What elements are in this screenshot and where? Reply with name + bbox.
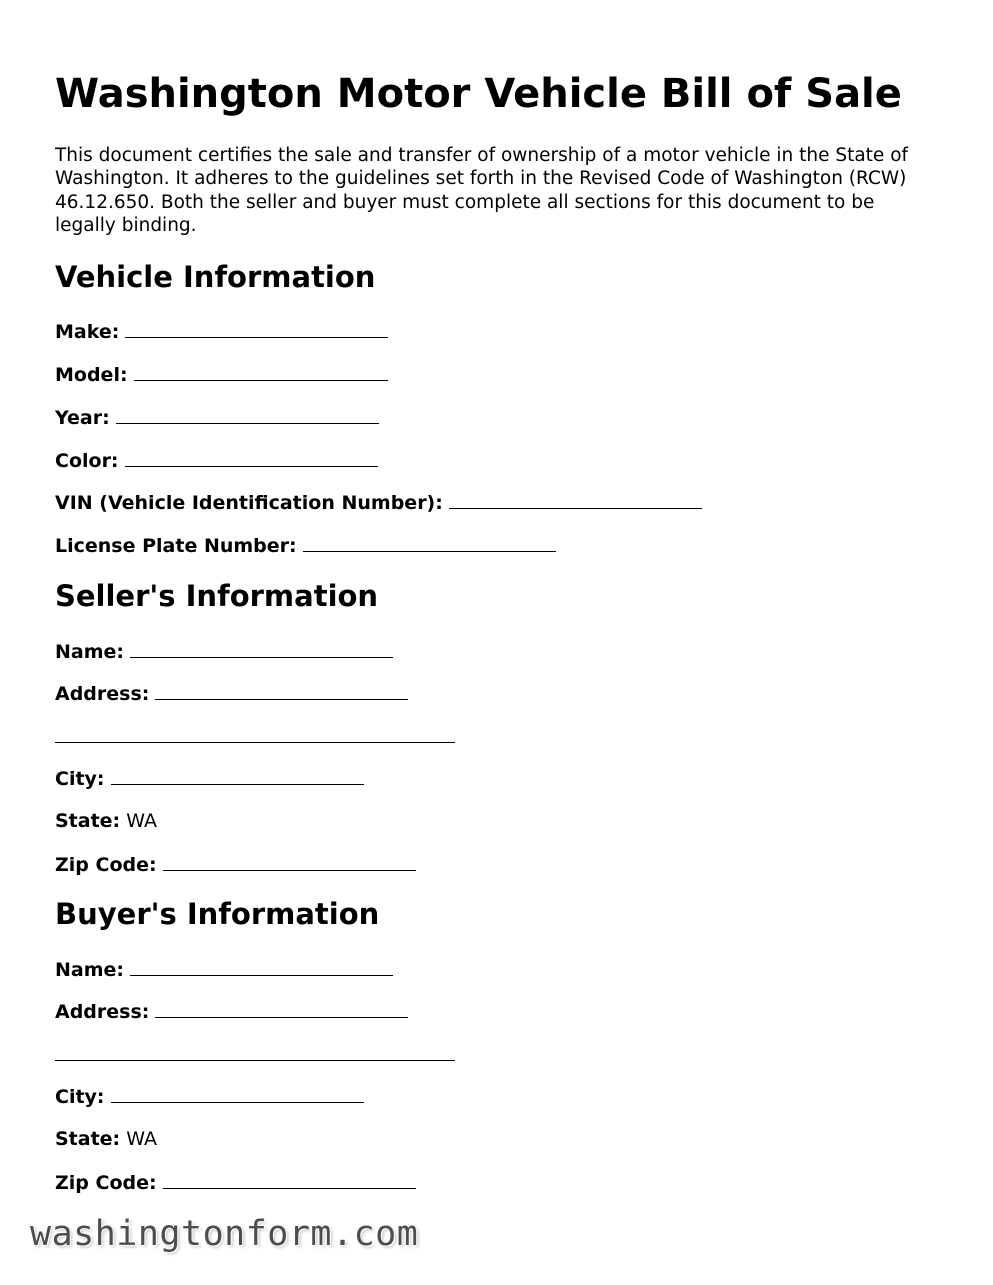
license-plate-label: License Plate Number:: [55, 535, 297, 557]
seller-name-label: Name:: [55, 641, 125, 663]
buyer-city-input-line[interactable]: [111, 1084, 364, 1103]
color-field: [55, 448, 378, 473]
license-plate-field: [55, 533, 556, 558]
buyer-city-label: City:: [55, 1086, 105, 1108]
year-label: Year:: [55, 407, 110, 429]
buyer-address-label: Address:: [55, 1001, 150, 1023]
vin-field: [55, 490, 702, 515]
year-field: [55, 405, 379, 430]
seller-address-field: [55, 681, 408, 706]
page-title: Washington Motor Vehicle Bill of Sale: [55, 71, 902, 117]
color-input-line[interactable]: [125, 448, 378, 467]
seller-city-label: City:: [55, 768, 105, 790]
model-field: [55, 362, 388, 387]
seller-address-line-2: [55, 724, 455, 749]
seller-address-line-2-input[interactable]: [55, 724, 455, 743]
license-plate-input-line[interactable]: [303, 533, 556, 552]
buyer-name-label: Name:: [55, 959, 125, 981]
make-field: [55, 319, 388, 344]
buyer-state-field: [55, 1127, 157, 1151]
seller-city-input-line[interactable]: [111, 766, 364, 785]
buyer-city-field: [55, 1084, 364, 1109]
make-label: Make:: [55, 321, 120, 343]
seller-state-value: WA: [126, 810, 157, 832]
vehicle-section-heading: Vehicle Information: [55, 260, 376, 294]
seller-address-input-line[interactable]: [155, 681, 408, 700]
vin-label: VIN (Vehicle Identification Number):: [55, 492, 443, 514]
year-input-line[interactable]: [116, 405, 379, 424]
buyer-name-field: [55, 957, 393, 982]
watermark: washingtonform.com: [30, 1214, 419, 1254]
seller-zip-label: Zip Code:: [55, 854, 157, 876]
vin-input-line[interactable]: [449, 490, 702, 509]
buyer-state-label: State:: [55, 1128, 121, 1150]
buyer-address-line-2: [55, 1042, 455, 1067]
color-label: Color:: [55, 450, 119, 472]
model-label: Model:: [55, 364, 128, 386]
seller-name-input-line[interactable]: [130, 639, 393, 658]
seller-zip-input-line[interactable]: [163, 852, 416, 871]
seller-state-field: [55, 809, 157, 833]
buyer-address-field: [55, 999, 408, 1024]
seller-name-field: [55, 639, 393, 664]
buyer-address-input-line[interactable]: [155, 999, 408, 1018]
seller-zip-field: [55, 852, 416, 877]
seller-address-label: Address:: [55, 683, 150, 705]
buyer-address-line-2-input[interactable]: [55, 1042, 455, 1061]
intro-paragraph: This document certifies the sale and transfer of ownership of a motor vehicle in the State of Washington. It adheres to the guidelines set forth in the Revised Code of Washington (RCW) 46.12.650. Both the seller and buyer must complete all sections for this document to be legally binding.: [55, 145, 909, 236]
seller-state-label: State:: [55, 810, 121, 832]
make-input-line[interactable]: [125, 319, 388, 338]
buyer-zip-label: Zip Code:: [55, 1172, 157, 1194]
seller-city-field: [55, 766, 364, 791]
buyer-state-value: WA: [126, 1128, 157, 1150]
buyer-name-input-line[interactable]: [130, 957, 393, 976]
model-input-line[interactable]: [134, 362, 388, 381]
buyer-zip-field: [55, 1170, 416, 1195]
buyer-zip-input-line[interactable]: [163, 1170, 416, 1189]
buyer-section-heading: Buyer's Information: [55, 897, 380, 931]
seller-section-heading: Seller's Information: [55, 579, 379, 613]
